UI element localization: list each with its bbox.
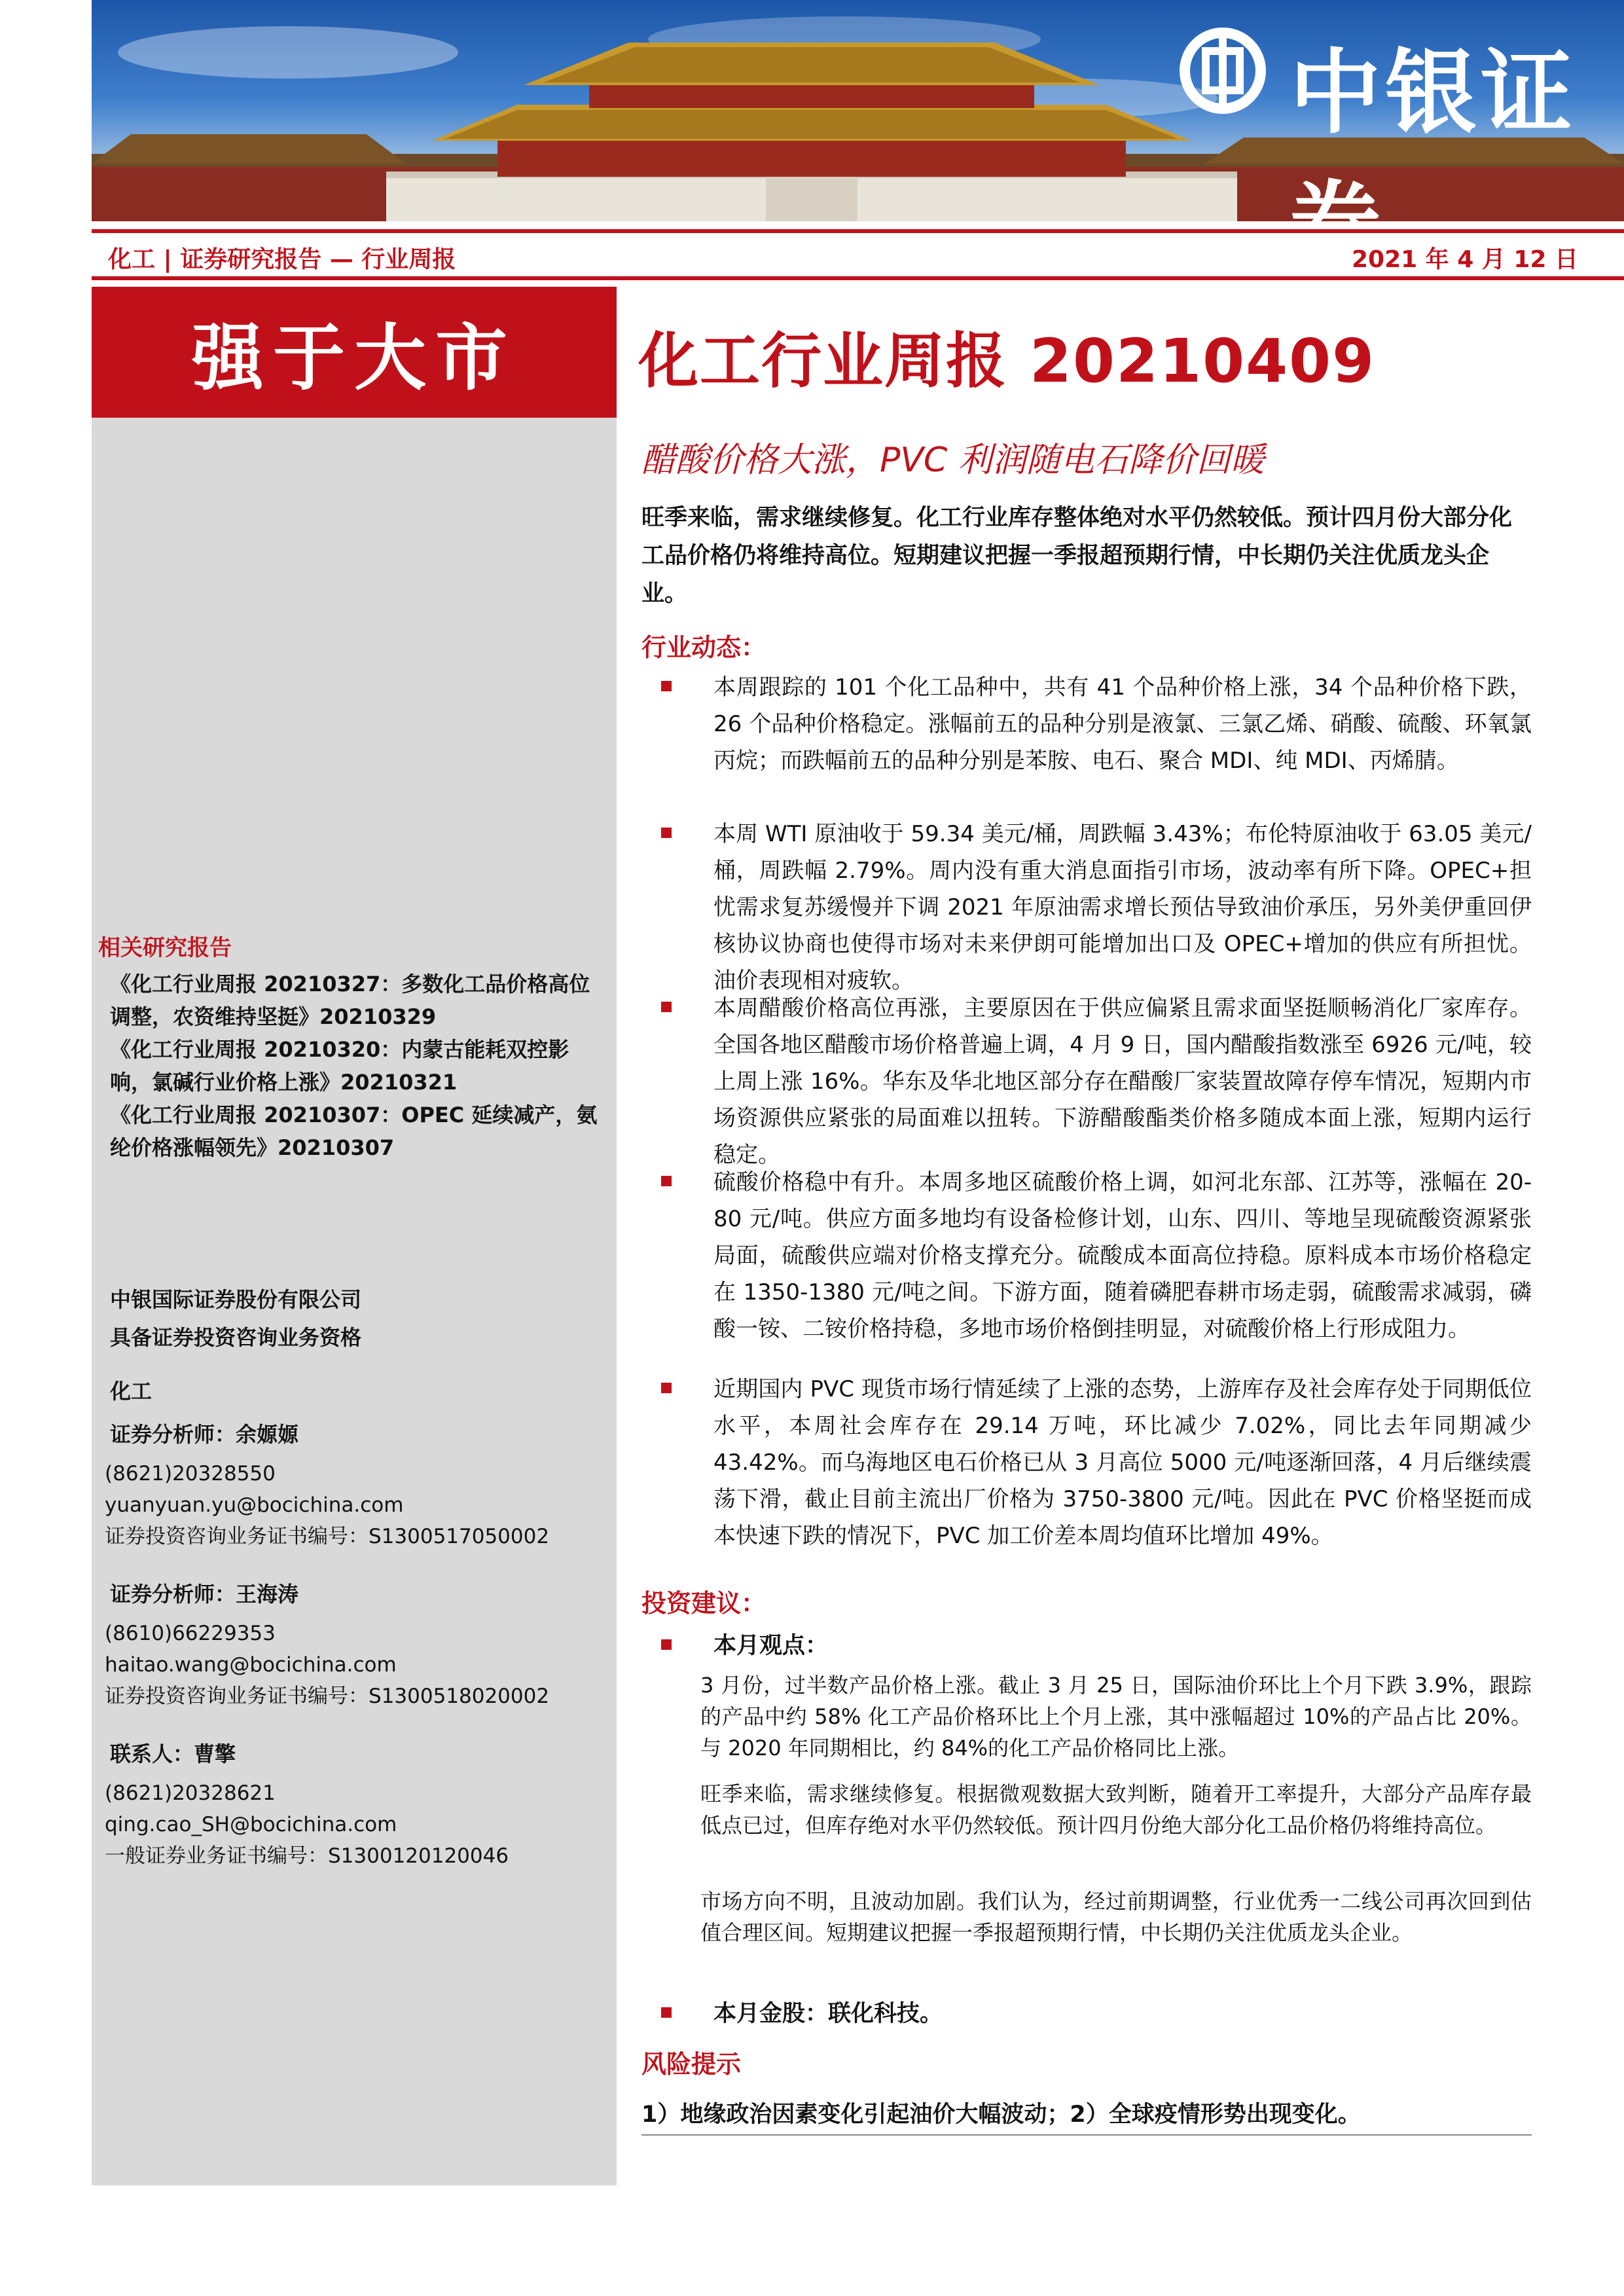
industry-heading: 行业动态： [641,633,767,662]
bullet-text: 硫酸价格稳中有升。本周多地区硫酸价格上调，如河北东部、江苏等，涨幅在 20-80 元/吨。供应方面多地均有设备检修计划，山东、四川、等地呈现硫酸资源紧张局面，硫酸供应端对价格支撑充分。硫酸成本面高位持稳。原料成本市场价格稳定在 1350-1380 元/吨之间。下游方面，随着磷肥春耕市场走弱，硫酸需求减弱，磷酸一铵、二铵价格持稳，多地市场价格倒挂明显，对硫酸价格上行形成阻力。 [713,1169,1532,1342]
bullet-text: 本周 WTI 原油收于 59.34 美元/桶，周跌幅 3.43%；布伦特原油收于 63.05 美元/桶，周跌幅 2.79%。周内没有重大消息面指引市场，波动率有所下降。OPEC+担忧需求复苏缓慢并下调 2021 年原油需求增长预估导致油价承压，另外美伊重回伊核协议协商也使得市场对未来伊朗可能增加出口及 OPEC+增加的供应有所担忧。油价表现相对疲软。 [713,821,1532,994]
rating-box [92,287,617,418]
contact-title: 联系人：曹擎 [110,1741,236,1766]
report-summary: 旺季来临，需求继续修复。化工行业库存整体绝对水平仍然较低。预计四月份大部分化工品价格仍将维持高位。短期建议把握一季报超预期行情，中长期仍关注优质龙头企业。 [641,505,1513,607]
risk-divider [641,2134,1532,2136]
company-name: 中银国际证券股份有限公司 [110,1287,362,1312]
bullet-text: 近期国内 PVC 现货市场行情延续了上涨的态势，上游库存及社会库存处于同期低位水平，本周社会库存在 29.14 万吨，环比减少 7.02%，同比去年同期减少 43.42%。而乌海地区电石价格已从 3 月高位 5000 元/吨逐渐回落，4 月后继续震荡下滑，截止目前主流出厂价格为 3750-3800 元/吨。因此在 PVC 价格坚挺而成本快速下跌的情况下，PVC 加工价差本周均值环比增加 49%。 [713,1376,1532,1549]
bullet-square-icon [661,1176,672,1186]
report-subtitle: 醋酸价格大涨，PVC 利润随电石降价回暖 [641,441,1265,480]
monthly-view-paragraph: 旺季来临，需求继续修复。根据微观数据大致判断，随着开工率提升，大部分产品库存最低点已过，但库存绝对水平仍然较低。预计四月份绝大部分化工品价格仍将维持高位。 [700,1781,1532,1838]
contact-phone: (8621)20328621 [105,1781,276,1805]
contact-email[interactable]: qing.cao_SH@bocichina.com [105,1813,397,1836]
report-date: 2021 年 4 月 12 日 [1351,246,1578,273]
bullet-square-icon [661,2007,672,2018]
bullet-text: 本周醋酸价格高位再涨，主要原因在于供应偏紧且需求面坚挺顺畅消化厂家库存。全国各地区醋酸市场价格普遍上调，4 月 9 日，国内醋酸指数涨至 6926 元/吨，较上周上涨 16%。华东及华北地区部分存在醋酸厂家装置故障存停车情况，短期内市场资源供应紧张的局面难以扭转。下游醋酸酯类价格多随成本面上涨，短期内运行稳定。 [713,995,1532,1168]
investment-heading: 投资建议： [641,1589,767,1618]
bullet-square-icon [661,1002,672,1012]
analyst-title: 证券分析师：余嫄嫄 [110,1422,299,1447]
rating-label: 强于大市 [192,316,516,400]
monthly-view-paragraph: 3 月份，过半数产品价格上涨。截止 3 月 25 日，国际油价环比上个月下跌 3.9%，跟踪的产品中约 58% 化工产品价格环比上个月上涨，其中涨幅超过 10%的产品占比 20%。与 2020 年同期相比，约 84%的化工产品价格同比上涨。 [700,1673,1532,1760]
risk-text: 1）地缘政治因素变化引起油价大幅波动；2）全球疫情形势出现变化。 [641,2102,1361,2128]
company-qualification: 具备证券投资咨询业务资格 [110,1325,362,1350]
bullet-square-icon [661,1383,672,1393]
related-report-item[interactable]: 《化工行业周报 20210327：多数化工品价格高位调整，农资维持坚挺》20210329 [110,972,590,1029]
sidebar [92,287,617,2185]
monthly-view-label: 本月观点： [713,1633,829,1659]
risk-heading: 风险提示 [641,2050,742,2079]
monthly-stock: 本月金股：联化科技。 [713,2001,943,2027]
report-category: 化工 | 证券研究报告 — 行业周报 [108,246,456,273]
analyst-title: 证券分析师：王海涛 [110,1582,299,1607]
related-report-item[interactable]: 《化工行业周报 20210307：OPEC 延续减产，氨纶价格涨幅领先》20210307 [110,1102,598,1160]
analyst-email[interactable]: yuanyuan.yu@bocichina.com [105,1493,404,1517]
related-reports-heading: 相关研究报告 [98,935,232,961]
analyst-license: 证券投资咨询业务证书编号：S1300518020002 [105,1685,550,1708]
bullet-text: 本周跟踪的 101 个化工品种中，共有 41 个品种价格上涨，34 个品种价格下跌，26 个品种价格稳定。涨幅前五的品种分别是液氯、三氯乙烯、硝酸、硫酸、环氧氯丙烷；而跌幅前五的品种分别是苯胺、电石、聚合 MDI、纯 MDI、丙烯腈。 [713,674,1532,774]
analyst-license: 证券投资咨询业务证书编号：S1300517050002 [105,1525,550,1548]
bullet-square-icon [661,1639,672,1650]
category-bar [92,229,1624,280]
analyst-email[interactable]: haitao.wang@bocichina.com [105,1653,397,1677]
analyst-phone: (8621)20328550 [105,1462,276,1485]
company-logo-text: 中银证券 [1290,40,1577,278]
bullet-square-icon [661,681,672,691]
analyst-phone: (8610)66229353 [105,1622,276,1645]
monthly-view-paragraph: 市场方向不明，且波动加剧。我们认为，经过前期调整，行业优秀一二线公司再次回到估值合理区间。短期建议把握一季报超预期行情，中长期仍关注优质龙头企业。 [700,1889,1532,1945]
sector-label: 化工 [110,1379,153,1404]
bullet-square-icon [661,828,672,838]
related-report-item[interactable]: 《化工行业周报 20210320：内蒙古能耗双控影响，氯碱行业价格上涨》20210321 [110,1037,569,1095]
contact-license: 一般证券业务证书编号：S1300120120046 [105,1844,509,1868]
report-title: 化工行业周报 20210409 [638,326,1376,396]
